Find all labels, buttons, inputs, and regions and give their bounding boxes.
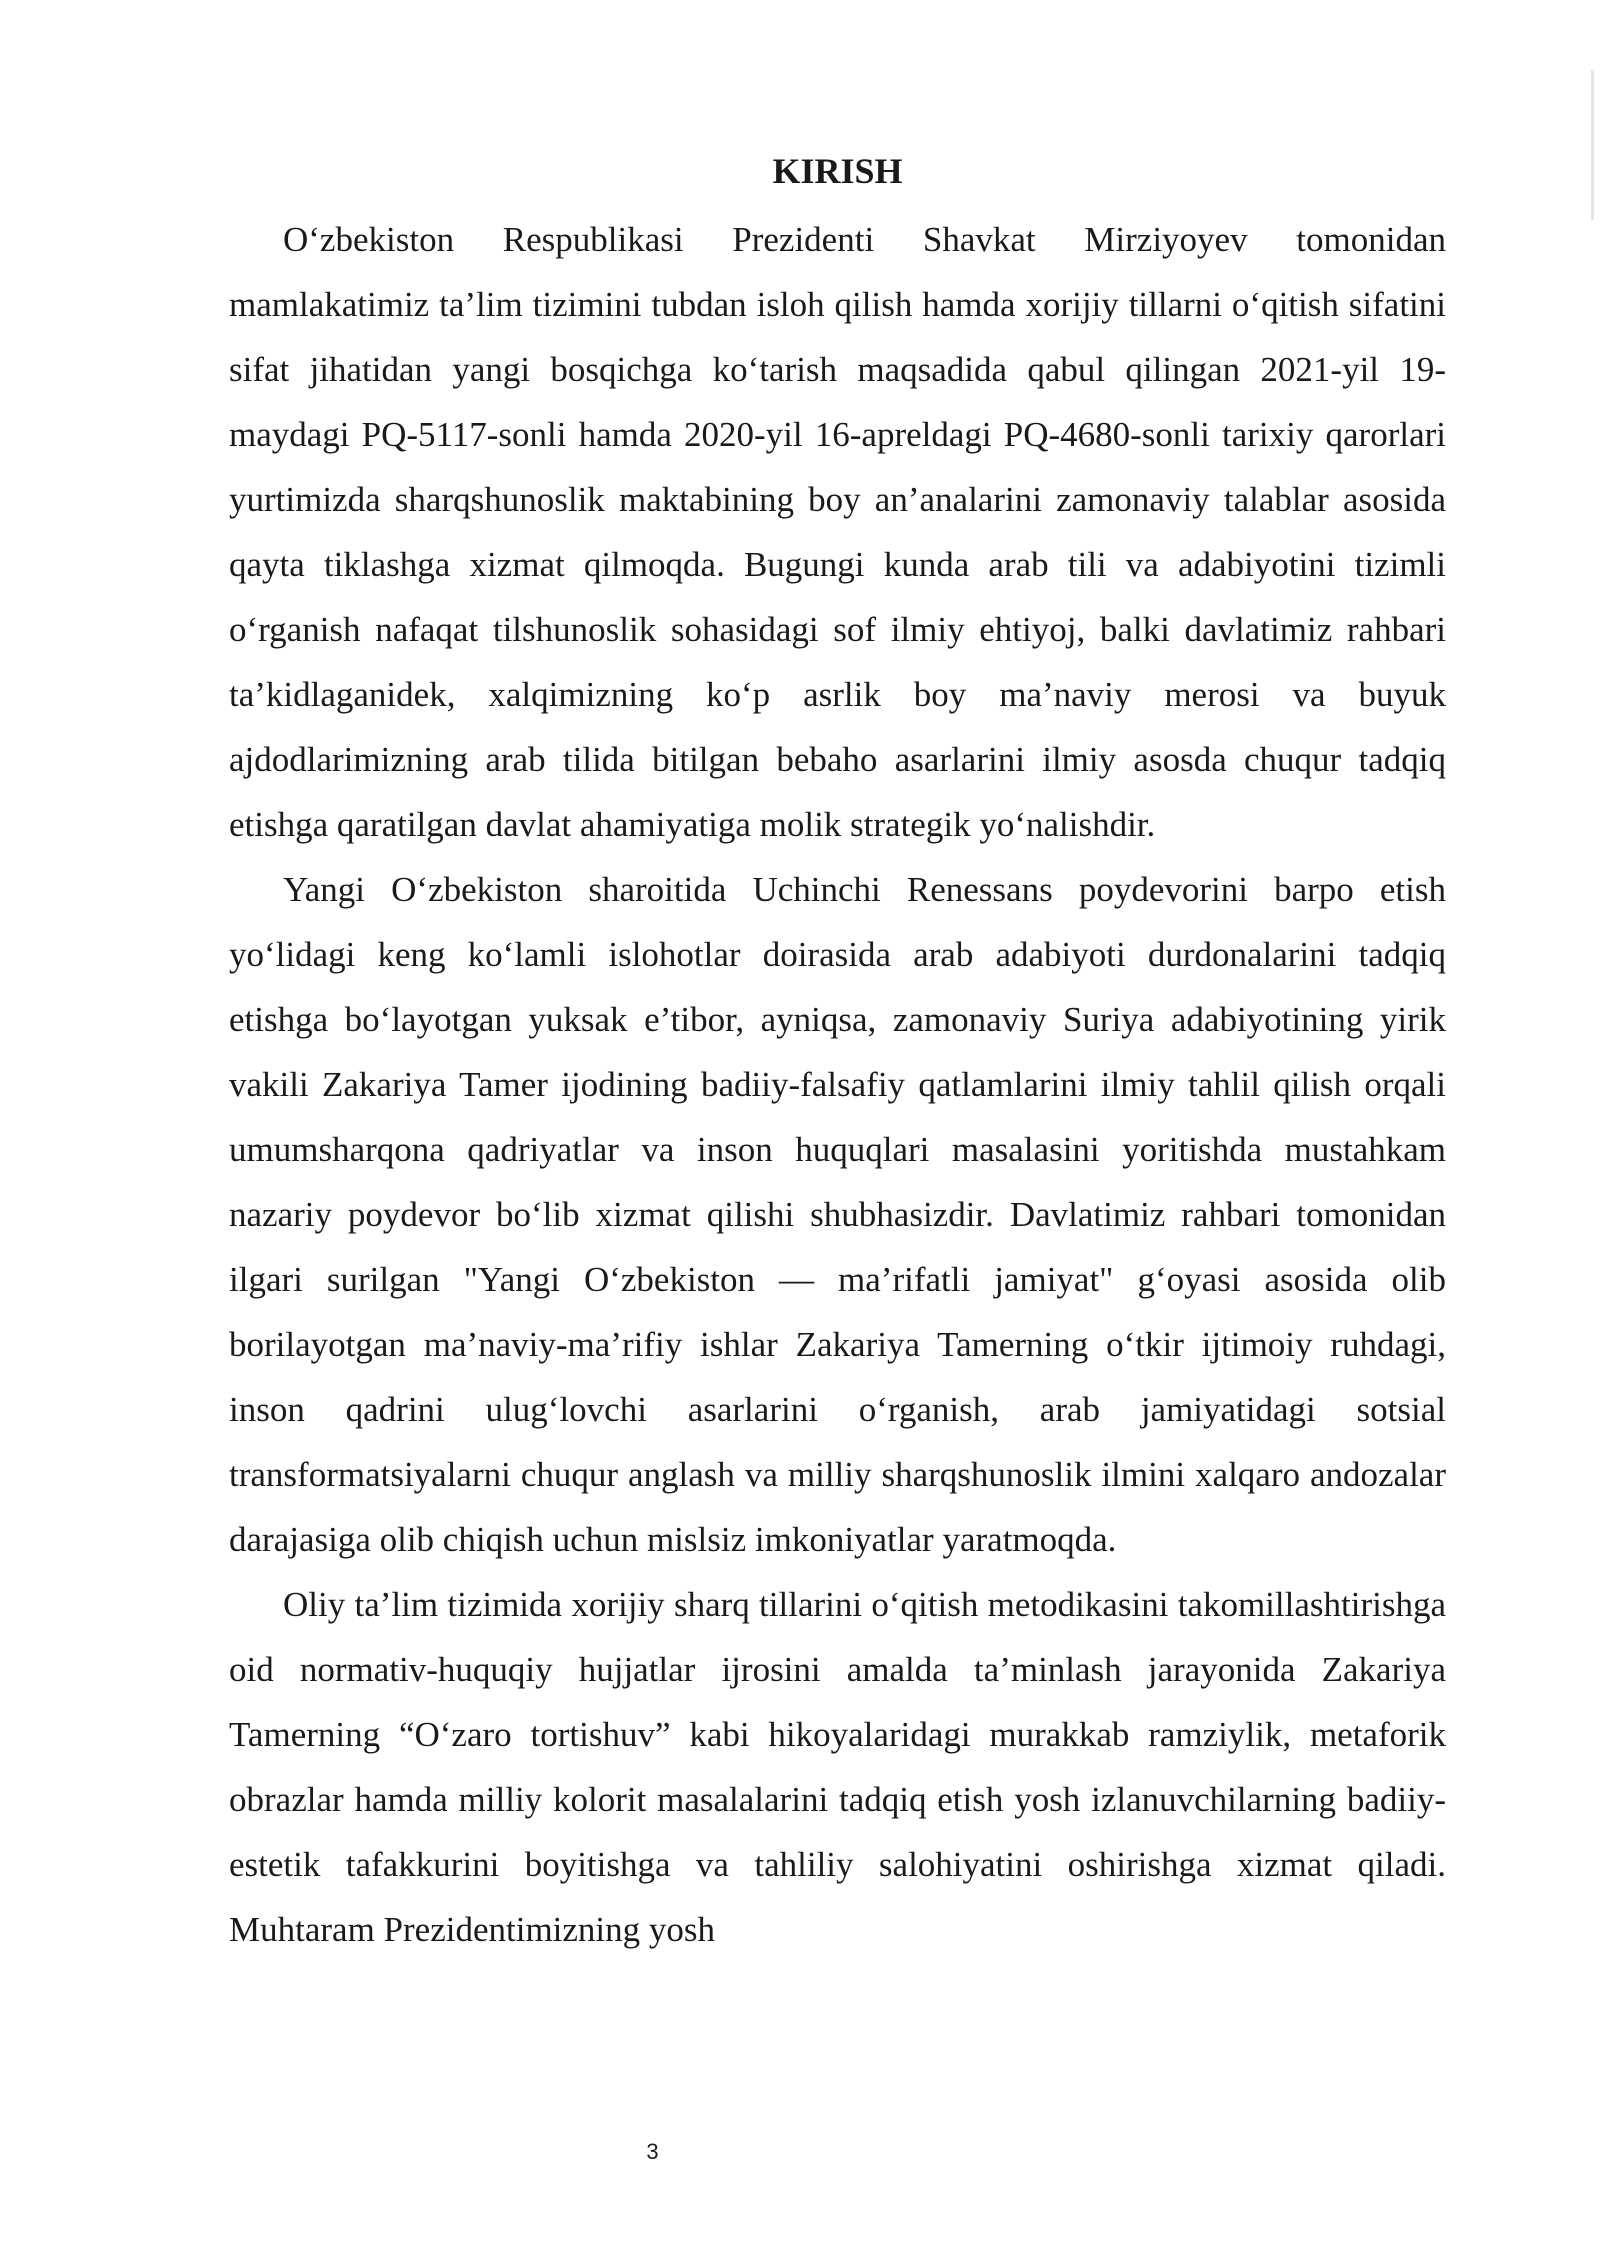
section-title: KIRISH [772,151,903,191]
page-number: 3 [646,2139,659,2164]
paragraph-2: Yangi O‘zbekiston sharoitida Uchinchi Renessans poydevorini barpo etish yo‘lidagi keng ko‘lamli islohotlar doirasida arab adabiyoti durdonalarini tadqiq etishga bo‘layotgan yuksak e’tibor, ayniqsa, zamonaviy Suriya adabiyotining yirik vakili Zakariya Tamer ijodining badiiy-falsafiy qatlamlarini ilmiy tahlil qilish orqali umumsharqona qadriyatlar va inson huquqlari masalasini yoritishda mustahkam nazariy poydevor bo‘lib xizmat qilishi shubhasizdir. Davlatimiz rahbari tomonidan ilgari surilgan "Yangi O‘zbekiston — ma’rifatli jamiyat" g‘oyasi asosida olib borilayotgan ma’naviy-ma’rifiy ishlar Zakariya Tamerning o‘tkir ijtimoiy ruhdagi, inson qadrini ulug‘lovchi asarlarini o‘rganish, arab jamiyatidagi sotsial transformatsiyalarni chuqur anglash va milliy sharqshunoslik ilmini xalqaro andozalar darajasiga olib chiqish uchun mislsiz imkoniyatlar yaratmoqda. [229,870,1446,1559]
paragraph-1: O‘zbekiston Respublikasi Prezidenti Shavkat Mirziyoyev tomonidan mamlakatimiz ta’lim tizimini tubdan isloh qilish hamda xorijiy tillarni o‘qitish sifatini sifat jihatidan yangi bosqichga ko‘tarish maqsadida qabul qilingan 2021-yil 19-maydagi PQ-5117-sonli hamda 2020-yil 16-apreldagi PQ-4680-sonli tarixiy qarorlari yurtimizda sharqshunoslik maktabining boy an’analarini zamonaviy talablar asosida qayta tiklashga xizmat qilmoqda. Bugungi kunda arab tili va adabiyotini tizimli o‘rganish nafaqat tilshunoslik sohasidagi sof ilmiy ehtiyoj, balki davlatimiz rahbari ta’kidlaganidek, xalqimizning ko‘p asrlik boy ma’naviy merosi va buyuk ajdodlarimizning arab tilida bitilgan bebaho asarlarini ilmiy asosda chuqur tadqiq etishga qaratilgan davlat ahamiyatiga molik strategik yo‘nalishdir. [229,220,1446,844]
page-edge-shadow [1591,70,1594,220]
body-text [229,207,1446,1962]
paragraph-3: Oliy ta’lim tizimida xorijiy sharq tillarini o‘qitish metodikasini takomillashtirishga oid normativ-huquqiy hujjatlar ijrosini amalda ta’minlash jarayonida Zakariya Tamerning “O‘zaro tortishuv” kabi hikoyalaridagi murakkab ramziylik, metaforik obrazlar hamda milliy kolorit masalalarini tadqiq etish yosh izlanuvchilarning badiiy-estetik tafakkurini boyitishga va tahliliy salohiyatini oshirishga xizmat qiladi. Muhtaram Prezidentimizning yosh [229,1585,1446,1949]
